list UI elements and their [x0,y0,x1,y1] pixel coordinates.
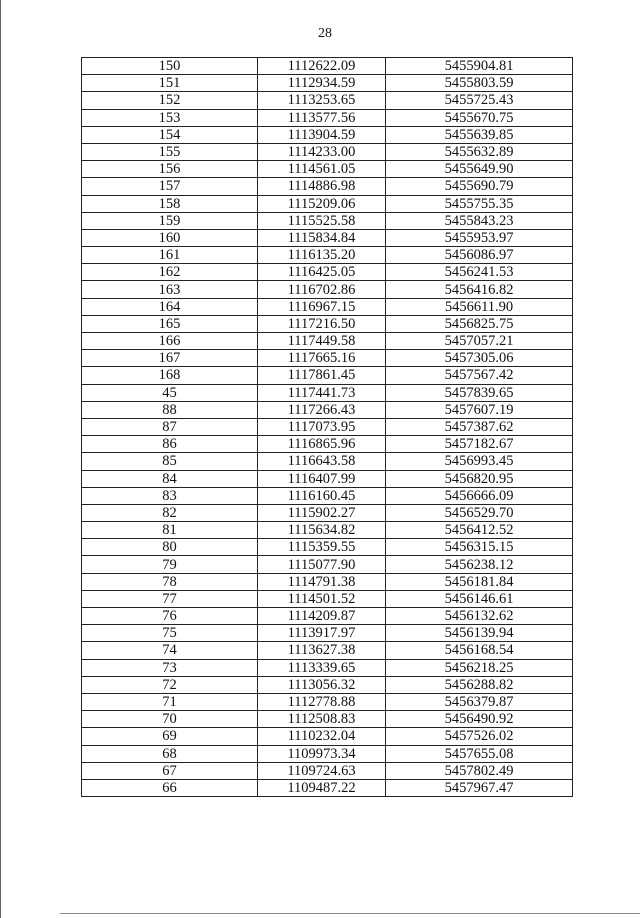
x-coordinate-cell: 1116160.45 [258,487,386,504]
x-coordinate-cell: 1115634.82 [258,522,386,539]
y-coordinate-cell: 5456820.95 [386,470,573,487]
y-coordinate-cell: 5457839.65 [386,384,573,401]
point-number-cell: 156 [82,161,258,178]
point-number-cell: 150 [82,58,258,75]
x-coordinate-cell: 1115902.27 [258,504,386,521]
y-coordinate-cell: 5456529.70 [386,504,573,521]
y-coordinate-cell: 5457567.42 [386,367,573,384]
y-coordinate-cell: 5455953.97 [386,229,573,246]
x-coordinate-cell: 1113577.56 [258,109,386,126]
y-coordinate-cell: 5456139.94 [386,625,573,642]
point-number-cell: 76 [82,608,258,625]
point-number-cell: 71 [82,693,258,710]
table-row [82,281,573,298]
x-coordinate-cell: 1115834.84 [258,229,386,246]
table-row [82,109,573,126]
table-row [82,161,573,178]
table-row [82,229,573,246]
point-number-cell: 154 [82,126,258,143]
y-coordinate-cell: 5455632.89 [386,143,573,160]
y-coordinate-cell: 5455755.35 [386,195,573,212]
point-number-cell: 84 [82,470,258,487]
y-coordinate-cell: 5457802.49 [386,762,573,779]
table-row [82,143,573,160]
table-row [82,367,573,384]
x-coordinate-cell: 1116702.86 [258,281,386,298]
table-row [82,350,573,367]
y-coordinate-cell: 5457387.62 [386,418,573,435]
table-row [82,92,573,109]
x-coordinate-cell: 1117216.50 [258,315,386,332]
x-coordinate-cell: 1112508.83 [258,711,386,728]
y-coordinate-cell: 5455803.59 [386,75,573,92]
x-coordinate-cell: 1112778.88 [258,693,386,710]
y-coordinate-cell: 5455843.23 [386,212,573,229]
y-coordinate-cell: 5457305.06 [386,350,573,367]
y-coordinate-cell: 5455639.85 [386,126,573,143]
y-coordinate-cell: 5457182.67 [386,436,573,453]
point-number-cell: 85 [82,453,258,470]
x-coordinate-cell: 1116407.99 [258,470,386,487]
x-coordinate-cell: 1110232.04 [258,728,386,745]
x-coordinate-cell: 1113253.65 [258,92,386,109]
coordinates-table [81,57,573,797]
table-row [82,75,573,92]
y-coordinate-cell: 5456218.25 [386,659,573,676]
point-number-cell: 74 [82,642,258,659]
y-coordinate-cell: 5456181.84 [386,573,573,590]
y-coordinate-cell: 5456412.52 [386,522,573,539]
point-number-cell: 73 [82,659,258,676]
y-coordinate-cell: 5456379.87 [386,693,573,710]
point-number-cell: 88 [82,401,258,418]
table-row [82,315,573,332]
point-number-cell: 80 [82,539,258,556]
x-coordinate-cell: 1109724.63 [258,762,386,779]
x-coordinate-cell: 1114791.38 [258,573,386,590]
y-coordinate-cell: 5456416.82 [386,281,573,298]
y-coordinate-cell: 5456993.45 [386,453,573,470]
point-number-cell: 151 [82,75,258,92]
table-row [82,58,573,75]
point-number-cell: 75 [82,625,258,642]
y-coordinate-cell: 5457655.08 [386,745,573,762]
point-number-cell: 72 [82,676,258,693]
table-row [82,436,573,453]
point-number-cell: 162 [82,264,258,281]
x-coordinate-cell: 1109487.22 [258,779,386,796]
point-number-cell: 78 [82,573,258,590]
y-coordinate-cell: 5456288.82 [386,676,573,693]
y-coordinate-cell: 5456146.61 [386,590,573,607]
y-coordinate-cell: 5455725.43 [386,92,573,109]
point-number-cell: 77 [82,590,258,607]
point-number-cell: 153 [82,109,258,126]
point-number-cell: 164 [82,298,258,315]
table-row [82,573,573,590]
y-coordinate-cell: 5456666.09 [386,487,573,504]
x-coordinate-cell: 1116865.96 [258,436,386,453]
point-number-cell: 163 [82,281,258,298]
table-row [82,659,573,676]
point-number-cell: 161 [82,247,258,264]
bottom-scan-line [60,913,640,914]
point-number-cell: 167 [82,350,258,367]
y-coordinate-cell: 5457967.47 [386,779,573,796]
y-coordinate-cell: 5456238.12 [386,556,573,573]
x-coordinate-cell: 1116967.15 [258,298,386,315]
y-coordinate-cell: 5457526.02 [386,728,573,745]
x-coordinate-cell: 1113339.65 [258,659,386,676]
y-coordinate-cell: 5456611.90 [386,298,573,315]
table-row [82,779,573,796]
y-coordinate-cell: 5456490.92 [386,711,573,728]
point-number-cell: 69 [82,728,258,745]
point-number-cell: 67 [82,762,258,779]
point-number-cell: 157 [82,178,258,195]
table-row [82,247,573,264]
point-number-cell: 155 [82,143,258,160]
point-number-cell: 158 [82,195,258,212]
point-number-cell: 87 [82,418,258,435]
y-coordinate-cell: 5456168.54 [386,642,573,659]
table-row [82,453,573,470]
table-row [82,625,573,642]
x-coordinate-cell: 1116643.58 [258,453,386,470]
table-row [82,212,573,229]
coordinates-table-body [82,58,573,797]
table-row [82,418,573,435]
table-row [82,333,573,350]
point-number-cell: 152 [82,92,258,109]
point-number-cell: 83 [82,487,258,504]
page-number: 28 [318,26,332,41]
x-coordinate-cell: 1114209.87 [258,608,386,625]
table-row [82,590,573,607]
table-row [82,470,573,487]
x-coordinate-cell: 1114561.05 [258,161,386,178]
x-coordinate-cell: 1117073.95 [258,418,386,435]
scan-edge-line [0,0,1,918]
x-coordinate-cell: 1112622.09 [258,58,386,75]
x-coordinate-cell: 1112934.59 [258,75,386,92]
y-coordinate-cell: 5455670.75 [386,109,573,126]
x-coordinate-cell: 1117665.16 [258,350,386,367]
table-row [82,195,573,212]
table-row [82,728,573,745]
point-number-cell: 159 [82,212,258,229]
y-coordinate-cell: 5457057.21 [386,333,573,350]
table-row [82,126,573,143]
x-coordinate-cell: 1114233.00 [258,143,386,160]
table-row [82,693,573,710]
table-row [82,556,573,573]
table-row [82,487,573,504]
table-row [82,676,573,693]
table-row [82,608,573,625]
x-coordinate-cell: 1114886.98 [258,178,386,195]
point-number-cell: 45 [82,384,258,401]
x-coordinate-cell: 1115525.58 [258,212,386,229]
y-coordinate-cell: 5456086.97 [386,247,573,264]
x-coordinate-cell: 1115077.90 [258,556,386,573]
y-coordinate-cell: 5455904.81 [386,58,573,75]
y-coordinate-cell: 5457607.19 [386,401,573,418]
table-row [82,539,573,556]
point-number-cell: 79 [82,556,258,573]
x-coordinate-cell: 1109973.34 [258,745,386,762]
table-row [82,384,573,401]
table-row [82,298,573,315]
table-row [82,642,573,659]
y-coordinate-cell: 5455690.79 [386,178,573,195]
x-coordinate-cell: 1114501.52 [258,590,386,607]
table-row [82,401,573,418]
x-coordinate-cell: 1117861.45 [258,367,386,384]
table-row [82,745,573,762]
x-coordinate-cell: 1115359.55 [258,539,386,556]
x-coordinate-cell: 1117449.58 [258,333,386,350]
x-coordinate-cell: 1113627.38 [258,642,386,659]
y-coordinate-cell: 5456132.62 [386,608,573,625]
x-coordinate-cell: 1116135.20 [258,247,386,264]
x-coordinate-cell: 1113917.97 [258,625,386,642]
x-coordinate-cell: 1117441.73 [258,384,386,401]
y-coordinate-cell: 5456241.53 [386,264,573,281]
y-coordinate-cell: 5456825.75 [386,315,573,332]
x-coordinate-cell: 1117266.43 [258,401,386,418]
point-number-cell: 68 [82,745,258,762]
table-row [82,762,573,779]
table-row [82,178,573,195]
table-row [82,522,573,539]
x-coordinate-cell: 1113056.32 [258,676,386,693]
x-coordinate-cell: 1116425.05 [258,264,386,281]
y-coordinate-cell: 5456315.15 [386,539,573,556]
point-number-cell: 82 [82,504,258,521]
y-coordinate-cell: 5455649.90 [386,161,573,178]
point-number-cell: 168 [82,367,258,384]
x-coordinate-cell: 1115209.06 [258,195,386,212]
point-number-cell: 160 [82,229,258,246]
table-row [82,264,573,281]
table-row [82,504,573,521]
point-number-cell: 165 [82,315,258,332]
x-coordinate-cell: 1113904.59 [258,126,386,143]
point-number-cell: 86 [82,436,258,453]
point-number-cell: 166 [82,333,258,350]
point-number-cell: 70 [82,711,258,728]
table-row [82,711,573,728]
point-number-cell: 81 [82,522,258,539]
point-number-cell: 66 [82,779,258,796]
